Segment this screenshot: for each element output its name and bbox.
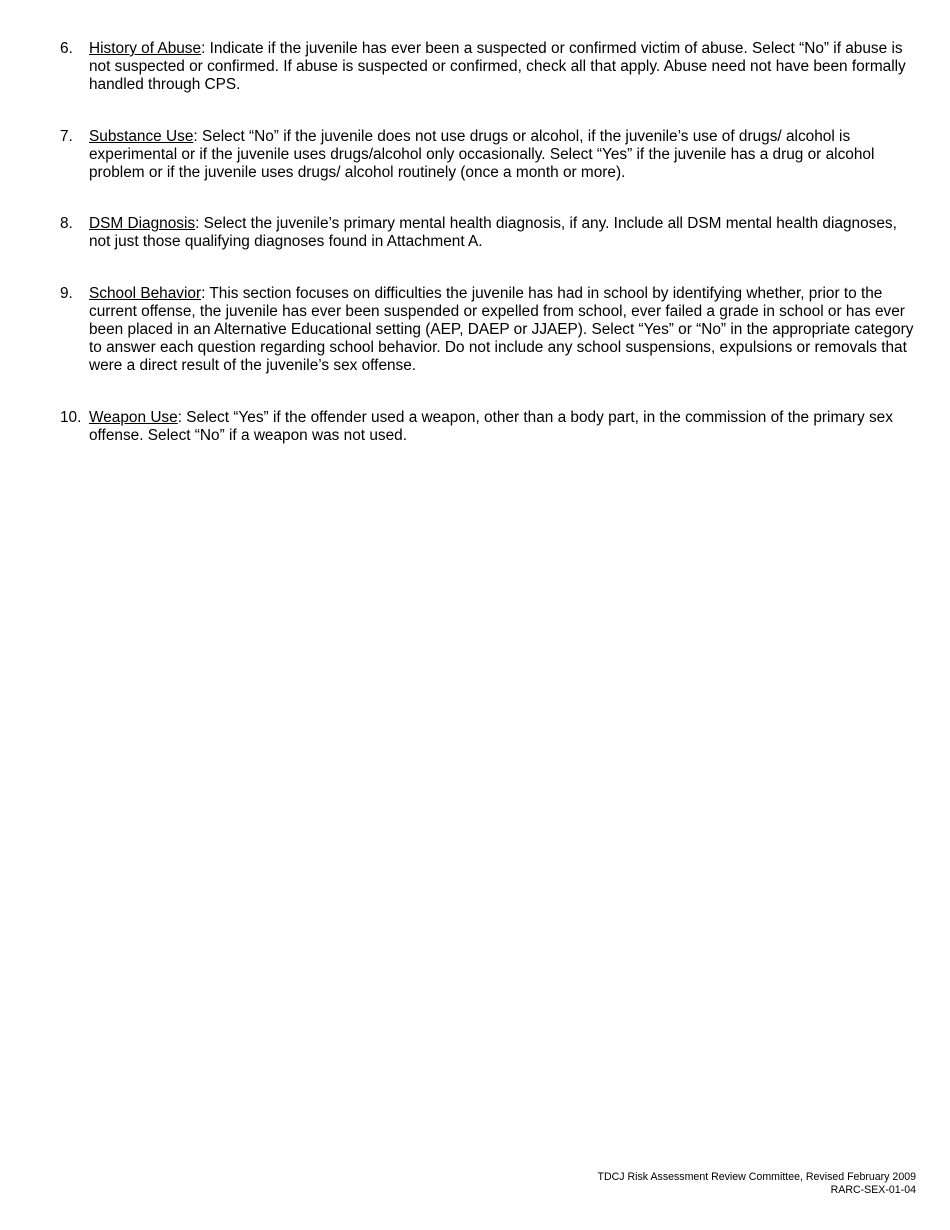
item-body <box>89 409 920 445</box>
list-item <box>60 40 920 95</box>
item-body <box>89 285 920 376</box>
page-footer <box>597 1171 916 1196</box>
item-body <box>89 215 920 251</box>
item-number: 6. <box>60 40 73 57</box>
item-term: Weapon Use <box>89 408 178 426</box>
list-item <box>60 215 920 251</box>
footer-committee-line: TDCJ Risk Assessment Review Committee, Revised February 2009 <box>597 1171 916 1183</box>
item-text: : Select “No” if the juvenile does not use drugs or alcohol, if the juvenile’s use of drugs/ alcohol is experimental or if the juvenile uses drugs/alcohol only occasionally. Select “Yes” if the juvenile has a drug or alcohol problem or if the juvenile uses drugs/ alcohol routinely (once a month or more). <box>89 127 875 182</box>
item-text: : Select the juvenile’s primary mental health diagnosis, if any. Include all DSM mental health diagnoses, not just those qualifying diagnoses found in Attachment A. <box>89 215 897 251</box>
footer-form-code: RARC-SEX-01-04 <box>830 1183 916 1196</box>
item-text: : This section focuses on difficulties the juvenile has had in school by identifying whether, prior to the current offense, the juvenile has ever been suspended or expelled from school, ever failed a grade in school or has ever been placed in an Alternative Educational setting (AEP, DAEP or JJAEP). Select “Yes” or “No” in the appropriate category to answer each question regarding school behavior. Do not include any school suspensions, expulsions or removals that were a direct result of the juvenile’s sex offense. <box>89 284 914 375</box>
item-number: 7. <box>60 127 73 145</box>
list-item <box>60 285 920 376</box>
list-item <box>60 128 920 183</box>
item-term: History of Abuse <box>89 40 202 57</box>
item-body <box>89 128 920 183</box>
item-text: : Select “Yes” if the offender used a weapon, other than a body part, in the commission of the primary sex offense. Select “No” if a weapon was not used. <box>89 408 893 444</box>
item-text: : Indicate if the juvenile has ever been a suspected or confirmed victim of abuse. Select “No” if abuse is not suspected or confirmed. If abuse is suspected or confirmed, check all that apply. Abuse need not have been formally handled through CPS. <box>89 40 906 94</box>
item-number: 8. <box>60 215 73 233</box>
item-body <box>89 40 920 95</box>
item-number: 10. <box>60 408 82 426</box>
item-term: DSM Diagnosis <box>89 215 196 233</box>
item-term: School Behavior <box>89 284 202 302</box>
instruction-list <box>60 40 920 445</box>
item-term: Substance Use <box>89 127 194 145</box>
item-number: 9. <box>60 284 73 302</box>
list-item <box>60 409 920 445</box>
